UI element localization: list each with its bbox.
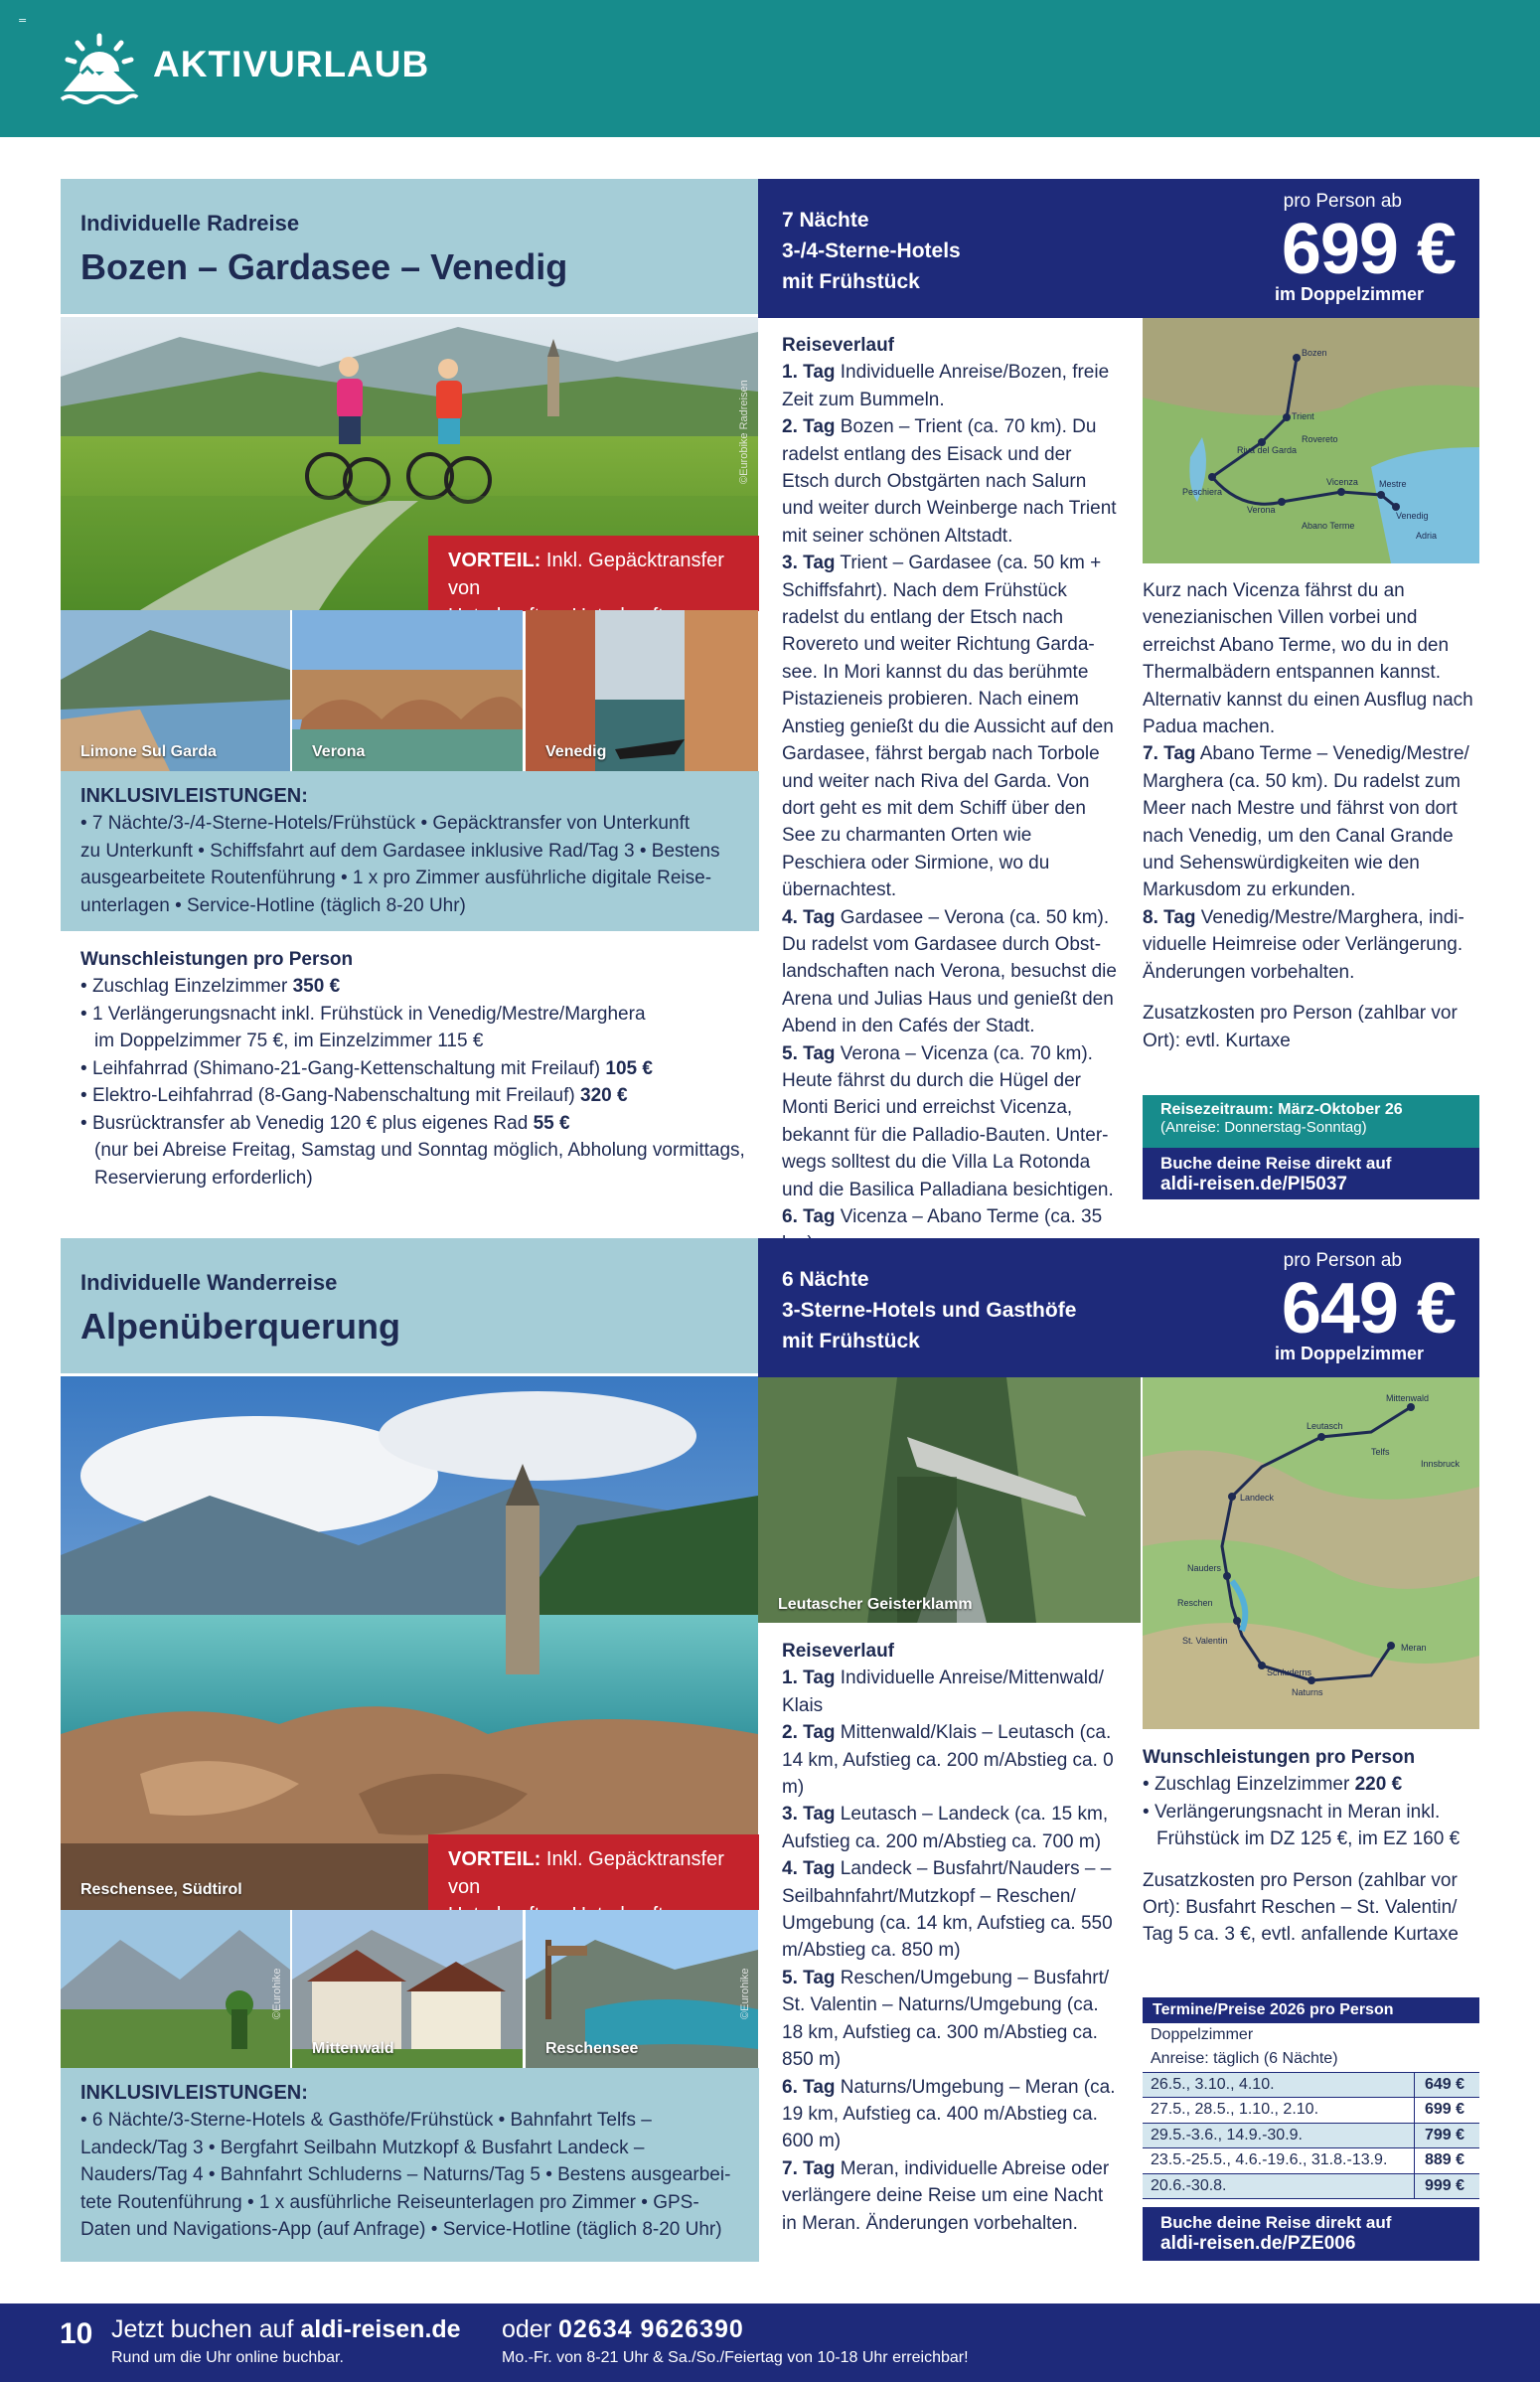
table-heading: Termine/Preise 2026 pro Person bbox=[1143, 1997, 1479, 2023]
trip1-route-map bbox=[1143, 318, 1479, 563]
header-mark: = bbox=[18, 14, 28, 27]
trip1-gallery-caption-2: Verona bbox=[312, 743, 366, 760]
map-label: Mittenwald bbox=[1386, 1393, 1430, 1403]
map-label: Adria bbox=[1416, 531, 1438, 541]
page-number: 10 bbox=[60, 2317, 93, 2350]
trip1-inclusions-line: ausgearbeitete Routenführung • 1 x pro Zimmer ausführliche digitale Reise- bbox=[80, 868, 712, 888]
trip2-price-table bbox=[1143, 1997, 1479, 2199]
trip1-extra-item: • Zuschlag Einzelzimmer 350 € bbox=[80, 976, 341, 997]
trip1-extra-item: • Leihfahrrad (Shimano-21-Gang-Kettenschaltung mit Freilauf) 105 € bbox=[80, 1057, 653, 1079]
trip2-gallery-caption-3: Reschensee bbox=[545, 2040, 639, 2057]
trip2-day: 1. Tag Individuelle Anreise/Mittenwald/ Klais bbox=[782, 1667, 1104, 1716]
trip1-booking-box[interactable] bbox=[1143, 1148, 1479, 1199]
map-label: Nauders bbox=[1187, 1563, 1222, 1573]
trip2-day: 6. Tag Naturns/Umgebung – Meran (ca. 19 km, Aufstieg ca. 400 m/Abstieg ca. 600 m) bbox=[782, 2076, 1116, 2152]
trip2-extra-item: • Verlängerungsnacht in Meran inkl. Frühstück im DZ 125 €, im EZ 160 € bbox=[1143, 1801, 1461, 1849]
trip2-gallery-photo-3 bbox=[526, 1910, 758, 2068]
trip2-klamm-caption: Leutascher Geisterklamm bbox=[778, 1596, 973, 1613]
trip2-room-type: im Doppelzimmer bbox=[1274, 1344, 1424, 1363]
map-label: Peschiera bbox=[1182, 487, 1223, 497]
trip1-inclusions bbox=[61, 771, 759, 931]
trip1-extra-cost: Zusatzkosten pro Person (zahlbar vor Ort): evtl. Kurtaxe bbox=[1143, 1003, 1458, 1051]
map-label: Verona bbox=[1247, 505, 1276, 515]
trip1-day: 4. Tag Gardasee – Verona (ca. 50 km). Du radelst vom Gardasee durch Obst-landschaften nach Verona, besuchst die Arena und Julias Haus und genießt den Abend in den Cafés der Stadt. bbox=[782, 906, 1117, 1037]
trip2-extra-item: • Zuschlag Einzelzimmer 220 € bbox=[1143, 1774, 1403, 1795]
trip1-season-sub: (Anreise: Donnerstag-Sonntag) bbox=[1160, 1119, 1367, 1136]
table-row: 29.5.-3.6., 14.9.-30.9. 799 € bbox=[1143, 2124, 1479, 2149]
map-label: Naturns bbox=[1292, 1687, 1323, 1697]
trip1-room-type: im Doppelzimmer bbox=[1274, 284, 1424, 304]
trip1-extra-item: • Busrücktransfer ab Venedig 120 € plus eigenes Rad 55 € bbox=[80, 1112, 570, 1134]
trip1-season: Reisezeitraum: März-Oktober 26 bbox=[1160, 1101, 1403, 1118]
trip1-day: Kurz nach Vicenza fährst du an venezianischen Villen vorbei und erreichst Abano Terme, wo du in den Thermalbädern entspannen kannst. Alternativ kannst du einen Ausflug nach Padua machen. bbox=[1143, 580, 1473, 738]
map-label: Leutasch bbox=[1307, 1421, 1343, 1431]
map-label: Meran bbox=[1401, 1643, 1427, 1653]
trip1-inclusions-line: zu Unterkunft • Schiffsfahrt auf dem Gardasee inklusive Rad/Tag 3 • Bestens bbox=[80, 840, 720, 862]
trip1-price: 699 € bbox=[1281, 210, 1456, 289]
trip1-day: 7. Tag Abano Terme – Venedig/Mestre/ Marghera (ca. 50 km). Du radelst zum Meer nach Mestre und fährst von dort nach Venedig, um den Canal Grande und Sehenswürdigkeiten wie den Markusdom zu erkunden. bbox=[1143, 743, 1469, 901]
footer-hours: Mo.-Fr. von 8-21 Uhr & Sa./So./Feiertag von 10-18 Uhr erreichbar! bbox=[502, 2349, 969, 2366]
trip2-vorteil-label: VORTEIL: bbox=[448, 1848, 541, 1870]
trip1-inclusions-line: • 7 Nächte/3-/4-Sterne-Hotels/Frühstück • Gepäcktransfer von Unterkunft bbox=[80, 813, 691, 834]
trip1-title: Bozen – Gardasee – Venedig bbox=[80, 246, 568, 287]
footer-bar bbox=[0, 2303, 1540, 2382]
trip2-klamm-photo bbox=[758, 1377, 1141, 1623]
map-label: Riva del Garda bbox=[1237, 445, 1298, 455]
trip1-extra-item: • Elektro-Leihfahrrad (8-Gang-Nabenschaltung mit Freilauf) 320 € bbox=[80, 1085, 628, 1106]
trip1-booking-text: Buche deine Reise direkt auf bbox=[1160, 1154, 1392, 1173]
trip2-title: Alpenüberquerung bbox=[80, 1306, 400, 1347]
trip1-day: 5. Tag Verona – Vicenza (ca. 70 km). Heute fährst du durch die Hügel der Monti Berici und erreichst Vicenza, bekannt für die Palladio-Bauten. Unter-wegs solltest du die Villa La Rotonda und die Basilica Palladiana besichtigen. bbox=[782, 1042, 1114, 1200]
trip1-vorteil-text1: Inkl. Gepäcktransfer von bbox=[448, 550, 724, 599]
trip2-booking-link[interactable]: aldi-reisen.de/PZE006 bbox=[1160, 2233, 1356, 2254]
footer-phone: oder 02634 9626390 bbox=[502, 2315, 744, 2343]
trip1-gallery-photo-1 bbox=[61, 610, 290, 771]
table-row: 27.5., 28.5., 1.10., 2.10. 699 € bbox=[1143, 2098, 1479, 2124]
trip2-vorteil-banner bbox=[428, 1834, 759, 1910]
trip1-extras-heading: Wunschleistungen pro Person bbox=[80, 949, 354, 970]
trip1-gallery-caption-3: Venedig bbox=[545, 743, 607, 760]
trip2-extras-heading: Wunschleistungen pro Person bbox=[1143, 1747, 1416, 1768]
trip2-inclusions-line: Daten und Navigations-App (auf Anfrage) • Service-Hotline (täglich 8-20 Uhr) bbox=[80, 2219, 722, 2240]
trip1-photo-credit: ©Eurobike Radreisen bbox=[738, 380, 750, 484]
trip1-day: 3. Tag Trient – Gardasee (ca. 50 km + Schiffsfahrt). Nach dem Frühstück radelst du entlang der Etsch nach Rovereto und weiter Richtung Garda-see. In Mori kannst du das berühmte Pistazieneis probieren. Nach einem Anstieg genießt du die Aussicht auf den Gardasee, fährst bergab nach Torbole und weiter nach Riva del Garda. Von dort geht es mit dem Schiff über den See zu charmanten Orten wie Peschiera oder Sirmione, wo du übernachtest. bbox=[782, 553, 1114, 901]
trip1-per-person: pro Person ab bbox=[1283, 191, 1402, 212]
trip1-extra-item-cont: im Doppelzimmer 75 €, im Einzelzimmer 115 € bbox=[94, 1031, 484, 1051]
map-label: Bozen bbox=[1302, 348, 1327, 358]
map-label: St. Valentin bbox=[1182, 1636, 1228, 1646]
map-label: Rovereto bbox=[1302, 434, 1338, 444]
trip2-inclusions-line: • 6 Nächte/3-Sterne-Hotels & Gasthöfe/Frühstück • Bahnfahrt Telfs – bbox=[80, 2110, 652, 2131]
trip2-route-map bbox=[1143, 1377, 1479, 1729]
trip2-inclusions-heading: INKLUSIVLEISTUNGEN: bbox=[80, 2082, 308, 2104]
trip1-itinerary bbox=[782, 332, 1120, 1258]
trip1-extra-item: • 1 Verlängerungsnacht inkl. Frühstück in Venedig/Mestre/Marghera bbox=[80, 1003, 646, 1025]
trip2-main-photo bbox=[61, 1376, 758, 1910]
trip1-kicker: Individuelle Radreise bbox=[80, 211, 300, 236]
sun-mountain-wave-icon bbox=[60, 32, 139, 107]
trip1-day: 6. Tag Vicenza – Abano Terme (ca. 35 bbox=[782, 1206, 1103, 1227]
trip2-day: 2. Tag Mittenwald/Klais – Leutasch (ca. 14 km, Aufstieg ca. 200 m/Abstieg ca. 0 m) bbox=[782, 1722, 1114, 1799]
table-row: 26.5., 3.10., 4.10. 649 € bbox=[1143, 2073, 1479, 2099]
trip1-day: 2. Tag Bozen – Trient (ca. 70 km). Du radelst entlang des Eisack und der Etsch durch Obstgärten nach Salurn und weiter durch Weinberge nach Trient mit seiner schönen Altstadt. bbox=[782, 416, 1117, 547]
trip2-vorteil-text1: Inkl. Gepäcktransfer von bbox=[448, 1848, 724, 1898]
trip2-booking-text: Buche deine Reise direkt auf bbox=[1160, 2213, 1392, 2232]
trip1-day: 8. Tag Venedig/Mestre/Marghera, indi-viduelle Heimreise oder Verlängerung. Änderungen vorbehalten. bbox=[1143, 906, 1464, 983]
trip2-day: 4. Tag Landeck – Busfahrt/Nauders – – Seilbahnfahrt/Mutzkopf – Reschen/ Umgebung (ca. 14 km, Aufstieg ca. 550 m/Abstieg ca. 850 m) bbox=[782, 1858, 1113, 1962]
trip2-inclusions bbox=[61, 2068, 759, 2262]
trip1-extra-item-cont: (nur bei Abreise Freitag, Samstag und Sonntag möglich, Abholung vormittags, Reservierung erforderlich) bbox=[94, 1140, 745, 1189]
trip1-itinerary-cont bbox=[1143, 577, 1480, 1054]
trip2-price: 649 € bbox=[1281, 1269, 1456, 1349]
trip2-inclusions-line: tete Routenführung • 1 x ausführliche Reiseunterlagen pro Zimmer • GPS- bbox=[80, 2191, 699, 2213]
trip1-vorteil-label: VORTEIL: bbox=[448, 550, 541, 571]
trip2-itinerary-heading: Reiseverlauf bbox=[782, 1641, 895, 1662]
map-label: Telfs bbox=[1371, 1447, 1390, 1457]
trip2-extras bbox=[1143, 1747, 1480, 1949]
trip2-gallery-photo-1 bbox=[61, 1910, 290, 2068]
footer-booking-sub: Rund um die Uhr online buchbar. bbox=[111, 2349, 344, 2366]
trip2-per-person: pro Person ab bbox=[1283, 1250, 1402, 1271]
trip1-vorteil-banner bbox=[428, 536, 759, 611]
footer-site-link[interactable]: aldi-reisen.de bbox=[300, 2315, 461, 2343]
table-sub: Anreise: täglich (6 Nächte) bbox=[1143, 2047, 1479, 2073]
footer-phone-number[interactable]: 02634 9626390 bbox=[557, 2315, 744, 2343]
trip1-extras bbox=[80, 949, 756, 1191]
map-label: Trient bbox=[1292, 411, 1314, 421]
map-label: Vicenza bbox=[1326, 477, 1358, 487]
trip1-inclusions-line: unterlagen • Service-Hotline (täglich 8-20 Uhr) bbox=[80, 894, 466, 916]
trip2-day: 3. Tag Leutasch – Landeck (ca. 15 km, Aufstieg ca. 200 m/Abstieg ca. 700 m) bbox=[782, 1804, 1109, 1852]
trip1-itinerary-heading: Reiseverlauf bbox=[782, 335, 895, 356]
trip2-booking-box[interactable] bbox=[1143, 2207, 1479, 2261]
trip2-title-box bbox=[61, 1238, 759, 1373]
trip2-gallery-credit: ©Eurohike bbox=[739, 1968, 751, 2019]
trip1-stay: 7 Nächte 3-/4-Sterne-Hotels mit Frühstück bbox=[782, 209, 961, 293]
trip2-extra-cost: Zusatzkosten pro Person (zahlbar vor Ort): Busfahrt Reschen – St. Valentin/ Tag 5 ca. 3 €, evtl. anfallende Kurtaxe bbox=[1143, 1869, 1459, 1946]
trip1-gallery-photo-3 bbox=[526, 610, 758, 771]
map-label: Reschen bbox=[1177, 1598, 1213, 1608]
table-row: 23.5.-25.5., 4.6.-19.6., 31.8.-13.9. 889 € bbox=[1143, 2148, 1479, 2174]
header-bar bbox=[0, 0, 1540, 137]
trip1-gallery-photo-2 bbox=[292, 610, 523, 771]
map-label: Venedig bbox=[1396, 511, 1429, 521]
trip2-price-box bbox=[758, 1238, 1479, 1377]
trip2-kicker: Individuelle Wanderreise bbox=[80, 1270, 338, 1295]
trip2-gallery-photo-2 bbox=[292, 1910, 523, 2068]
footer-booking: Jetzt buchen auf aldi-reisen.de bbox=[111, 2315, 461, 2343]
map-label: Innsbruck bbox=[1421, 1459, 1461, 1469]
trip1-day: 1. Tag Individuelle Anreise/Bozen, freie Zeit zum Bummeln. bbox=[782, 362, 1110, 410]
table-row: 20.6.-30.8. 999 € bbox=[1143, 2174, 1479, 2200]
trip2-photo-caption: Reschensee, Südtirol bbox=[80, 1881, 242, 1898]
trip1-booking-link[interactable]: aldi-reisen.de/PI5037 bbox=[1160, 1174, 1347, 1194]
trip2-day: 7. Tag Meran, individuelle Abreise oder verlängere deine Reise um eine Nacht in Meran. Änderungen vorbehalten. bbox=[782, 2157, 1110, 2234]
map-label: Abano Terme bbox=[1302, 521, 1355, 531]
trip2-gallery-credit: ©Eurohike bbox=[271, 1968, 283, 2019]
trip1-season-box bbox=[1143, 1095, 1479, 1148]
map-label: Landeck bbox=[1240, 1493, 1275, 1503]
trip2-inclusions-line: Landeck/Tag 3 • Bergfahrt Seilbahn Mutzkopf & Busfahrt Landeck – bbox=[80, 2137, 645, 2158]
section-title: AKTIVURLAUB bbox=[153, 44, 430, 84]
trip1-inclusions-heading: INKLUSIVLEISTUNGEN: bbox=[80, 785, 308, 807]
trip2-itinerary bbox=[782, 1638, 1120, 2237]
trip1-price-box bbox=[758, 179, 1479, 318]
trip2-day: 5. Tag Reschen/Umgebung – Busfahrt/ St. Valentin – Naturns/Umgebung (ca. 18 km, Aufstieg ca. 300 m/Abstieg ca. 850 m) bbox=[782, 1967, 1110, 2071]
trip2-gallery-caption-2: Mittenwald bbox=[312, 2040, 394, 2057]
map-label: Schluderns bbox=[1267, 1667, 1312, 1677]
trip1-title-box bbox=[61, 179, 759, 314]
trip2-inclusions-line: Nauders/Tag 4 • Bahnfahrt Schluderns – Naturns/Tag 5 • Bestens ausgearbei- bbox=[80, 2164, 731, 2185]
map-label: Mestre bbox=[1379, 479, 1407, 489]
table-sub: Doppelzimmer bbox=[1151, 2026, 1254, 2043]
trip2-stay: 6 Nächte 3-Sterne-Hotels und Gasthöfe mit Frühstück bbox=[782, 1268, 1077, 1352]
trip1-gallery-caption-1: Limone Sul Garda bbox=[80, 743, 217, 760]
